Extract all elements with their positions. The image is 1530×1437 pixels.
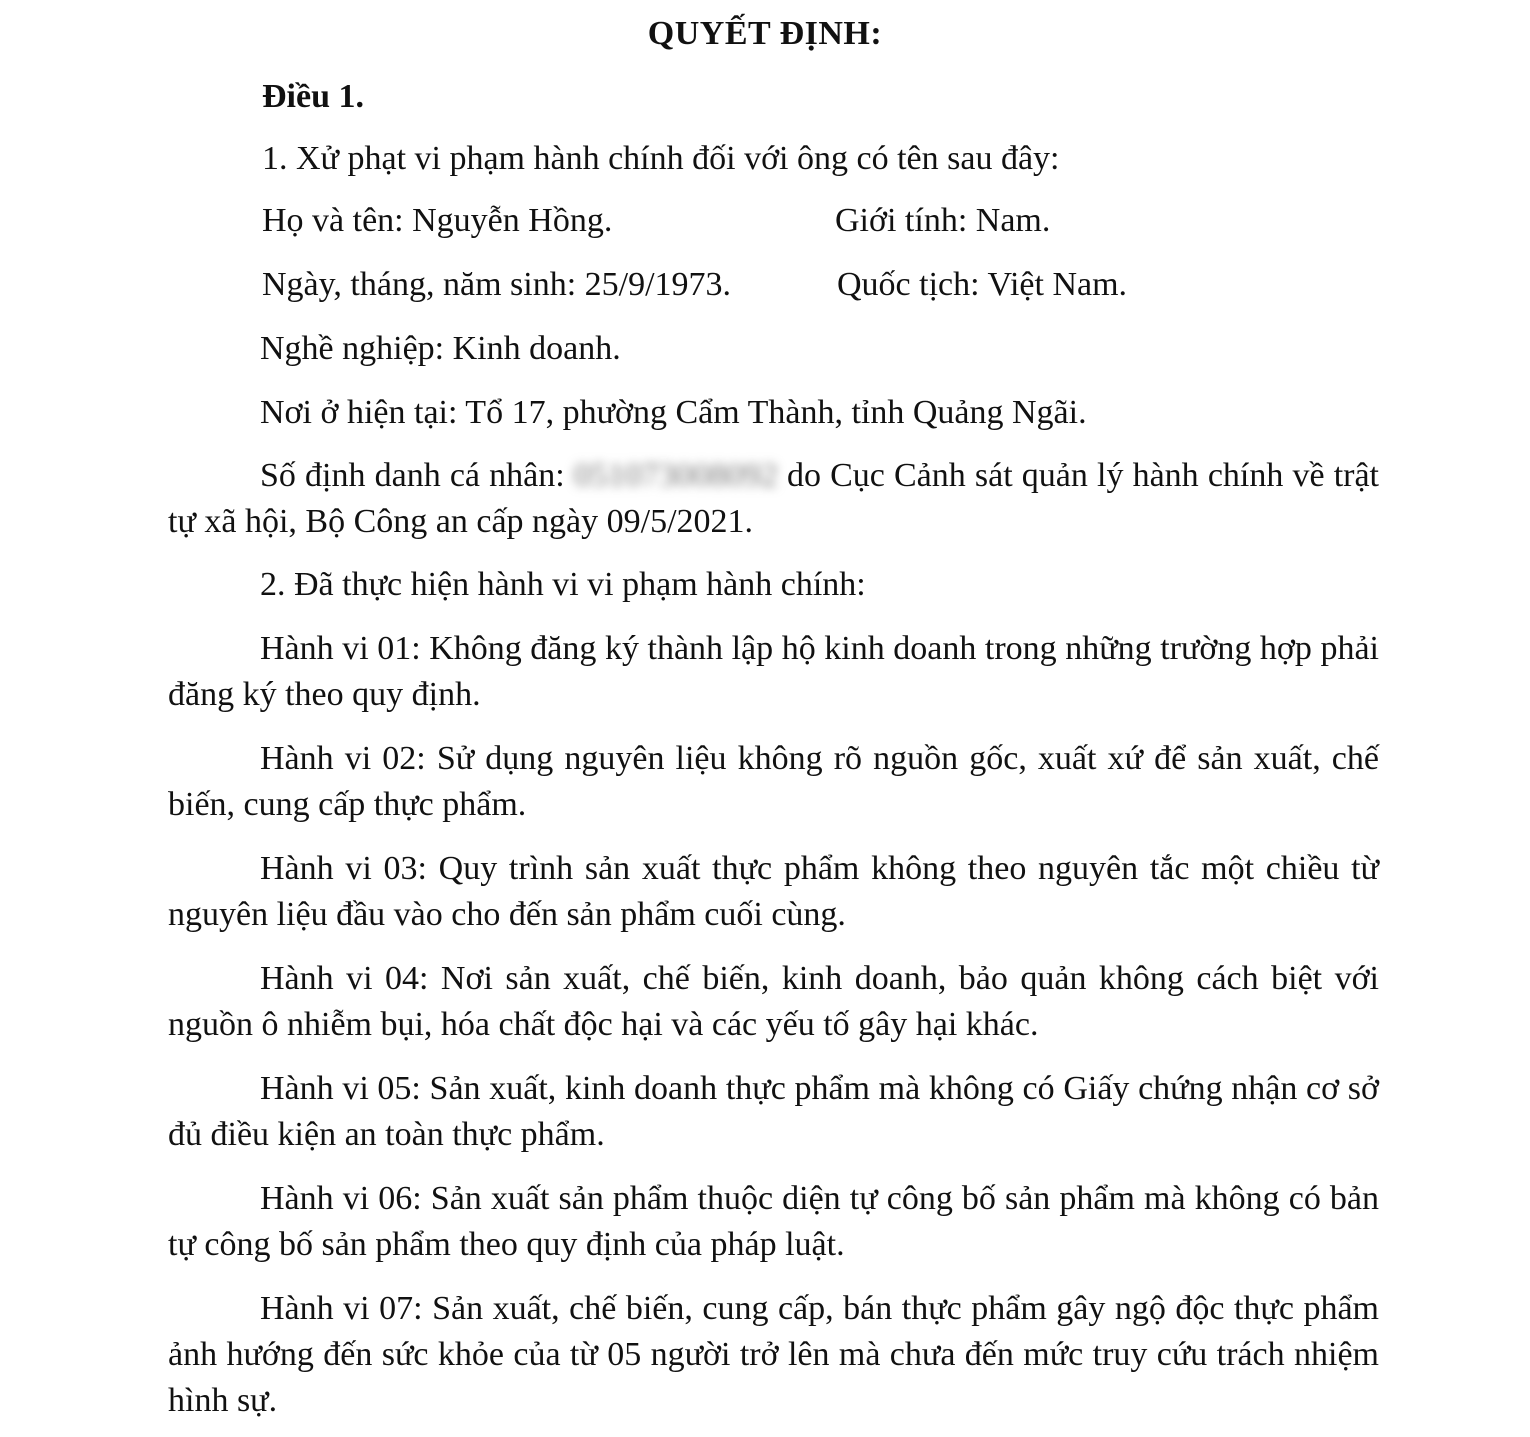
- violation-item: Hành vi 06: Sản xuất sản phẩm thuộc diện tự công bố sản phẩm mà không có bản tự công bố sản phẩm theo quy định của pháp luật.: [168, 1180, 1379, 1263]
- violation-item: Hành vi 04: Nơi sản xuất, chế biến, kinh doanh, bảo quản không cách biệt với nguồn ô nhiễm bụi, hóa chất độc hại và các yếu tố gây hại khác.: [168, 960, 1379, 1043]
- person-gender: Giới tính: Nam.: [835, 202, 1051, 239]
- person-id-redacted: 051073008092: [573, 457, 778, 494]
- person-dob: Ngày, tháng, năm sinh: 25/9/1973.: [262, 266, 732, 303]
- person-name: Họ và tên: Nguyễn Hồng.: [262, 202, 613, 239]
- person-id-label: Số định danh cá nhân:: [260, 457, 565, 494]
- article-heading: Điều 1.: [262, 78, 364, 115]
- person-id-paragraph: [168, 453, 1379, 545]
- person-id-issuer: do Cục Cảnh sát quản lý hành chính về trật tự xã hội, Bộ Công an cấp ngày 09/5/2021.: [168, 457, 1380, 540]
- person-occupation: Nghề nghiệp: Kinh doanh.: [260, 330, 621, 367]
- violation-item: Hành vi 03: Quy trình sản xuất thực phẩm không theo nguyên tắc một chiều từ nguyên liệu đầu vào cho đến sản phẩm cuối cùng.: [168, 850, 1379, 933]
- violation-item: Hành vi 01: Không đăng ký thành lập hộ kinh doanh trong những trường hợp phải đăng ký theo quy định.: [168, 630, 1379, 713]
- violation-item: Hành vi 07: Sản xuất, chế biến, cung cấp, bán thực phẩm gây ngộ độc thực phẩm ảnh hướng đến sức khỏe của từ 05 người trở lên mà chưa đến mức truy cứu trách nhiệm hình sự.: [168, 1290, 1379, 1419]
- violation-item: Hành vi 05: Sản xuất, kinh doanh thực phẩm mà không có Giấy chứng nhận cơ sở đủ điều kiện an toàn thực phẩm.: [168, 1070, 1379, 1153]
- document-title: QUYẾT ĐỊNH:: [647, 15, 883, 52]
- item2-intro: 2. Đã thực hiện hành vi vi phạm hành chính:: [260, 566, 866, 603]
- person-residence: Nơi ở hiện tại: Tổ 17, phường Cẩm Thành, tỉnh Quảng Ngãi.: [260, 394, 1087, 431]
- item1-intro: 1. Xử phạt vi phạm hành chính đối với ông có tên sau đây:: [262, 140, 1060, 177]
- violation-item: Hành vi 02: Sử dụng nguyên liệu không rõ nguồn gốc, xuất xứ để sản xuất, chế biến, cung cấp thực phẩm.: [168, 740, 1379, 823]
- person-nationality: Quốc tịch: Việt Nam.: [837, 266, 1128, 303]
